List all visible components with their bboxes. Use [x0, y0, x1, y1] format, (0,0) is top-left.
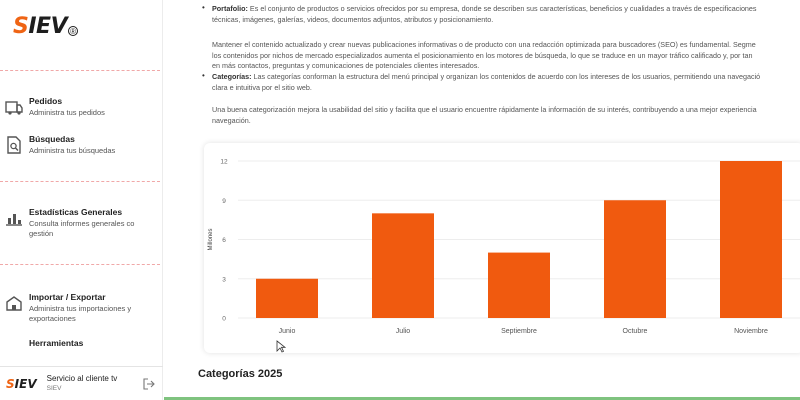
import-export-icon: [4, 293, 24, 313]
sidebar-item-busquedas[interactable]: [4, 134, 160, 156]
sidebar-item-title: Herramientas: [29, 338, 84, 348]
x-tick-label: Septiembre: [501, 328, 537, 335]
bar: [488, 253, 550, 318]
sidebar-item-subtitle: Administra tus búsquedas: [29, 146, 116, 155]
seo-paragraph: Mantener el contenido actualizado y crear nuevas publicaciones informativas o de producto con una redacción optimizada para buscadores (SEO) es fundamental. Segme los contenidos por nichos de mercado especializados aumenta el posicionamiento en los motores de búsqueda, lo que se traduce en un mayor tráfico calificado y, por tan en más contactos, preguntas y comunicaciones de potenciales clientes interesados.: [212, 40, 756, 70]
logout-icon[interactable]: [143, 378, 155, 390]
categories-label: Categorías:: [212, 72, 252, 81]
mouse-cursor-icon: [276, 340, 286, 354]
y-tick-label: 9: [222, 197, 226, 205]
bullet-icon: •: [202, 3, 205, 12]
logo-letter-s: S: [13, 14, 29, 39]
sidebar-item-pedidos[interactable]: [4, 96, 160, 118]
y-tick-label: 12: [220, 158, 228, 166]
sidebar-item-subtitle: Administra tus pedidos: [29, 108, 105, 117]
footer-logo-letters: IEV: [14, 376, 37, 391]
y-tick-label: 3: [222, 276, 226, 284]
logo-letters: IEV: [28, 14, 68, 39]
x-tick-label: Junio: [278, 328, 296, 335]
sidebar-divider: [0, 181, 160, 182]
x-tick-label: Noviembre: [734, 328, 768, 335]
y-tick-label: 6: [222, 237, 226, 244]
sidebar-item-subtitle: Consulta informes generales co gestión: [29, 219, 135, 238]
bar: [372, 213, 434, 318]
main-content: [164, 0, 800, 400]
portfolio-label: Portafolio:: [212, 4, 248, 13]
y-axis-label: Millones: [208, 228, 214, 251]
footer-subtitle: SIEV: [46, 385, 62, 392]
portfolio-paragraph: [212, 4, 800, 25]
footer-title: Servicio al cliente tv: [46, 374, 118, 383]
y-tick-label: 0: [222, 315, 226, 323]
sidebar-item-title: Pedidos: [29, 96, 63, 106]
x-tick-label: Julio: [395, 328, 411, 335]
sidebar-divider: [0, 70, 160, 71]
sidebar-item-herramientas[interactable]: [4, 338, 160, 359]
bar: [256, 279, 318, 318]
stats-icon: [4, 208, 24, 228]
categories-paragraph: [212, 72, 800, 93]
sidebar: [0, 0, 163, 400]
chart-card: [204, 143, 800, 353]
sidebar-item-subtitle: Administra tus importaciones y exportaciones: [29, 304, 132, 323]
bar-chart: [204, 143, 800, 353]
section-title: Categorías 2025: [198, 368, 283, 380]
siev-logo[interactable]: [13, 12, 78, 38]
footer-logo-letter-s: S: [6, 376, 15, 391]
bullet-icon: •: [202, 71, 205, 80]
footer-logo: [6, 377, 37, 391]
x-tick-label: Octubre: [622, 328, 648, 335]
bar: [720, 161, 782, 318]
sidebar-item-title: Estadísticas Generales: [29, 207, 123, 217]
orders-icon: [4, 97, 24, 117]
registered-mark: ®: [68, 26, 78, 36]
sidebar-item-estadisticas[interactable]: [4, 207, 160, 239]
sidebar-item-title: Búsquedas: [29, 134, 75, 144]
categories-text: Las categorías conforman la estructura del menú principal y organizan los contenidos de acuerdo con los intereses de los usuarios, permitiendo una navegació clara e intuitiva por el sitio web.: [212, 72, 761, 92]
search-doc-icon: [4, 135, 24, 155]
portfolio-text: Es el conjunto de productos o servicios ofrecidos por su empresa, donde se describen sus características, beneficios y cualidades a través de especificaciones técnicas, imágenes, galerías, videos, documentos adjuntos, atributos y posicionamiento.: [212, 4, 757, 24]
customer-service-footer[interactable]: [0, 366, 163, 400]
sidebar-item-title: Importar / Exportar: [29, 292, 106, 302]
usability-paragraph: Una buena categorización mejora la usabilidad del sitio y facilita que el usuario encuentre rápidamente la información de su interés, contribuyendo a una mejor experiencia navegación.: [212, 105, 757, 125]
sidebar-divider: [0, 264, 160, 265]
sidebar-item-importar-exportar[interactable]: [4, 292, 160, 324]
bar: [604, 200, 666, 318]
